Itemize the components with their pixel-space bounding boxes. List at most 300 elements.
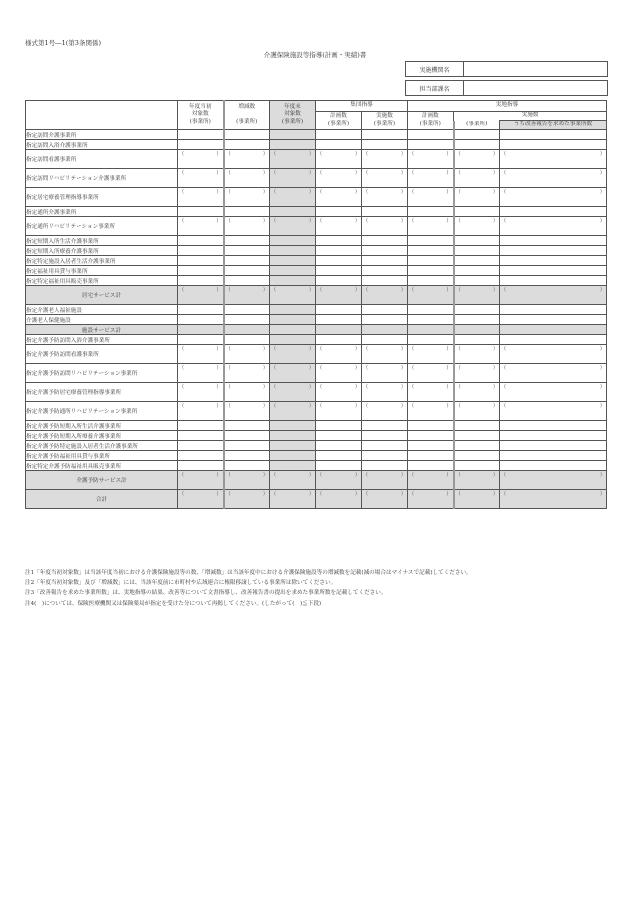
parenthesis-field — [408, 188, 453, 206]
cell-end-count[interactable] — [270, 471, 316, 490]
cell-group-done[interactable] — [362, 431, 408, 441]
cell-onsite-plan[interactable] — [408, 315, 454, 325]
cell-onsite-done[interactable] — [454, 130, 500, 140]
cell-start-count[interactable] — [178, 286, 224, 305]
cell-onsite-done[interactable] — [454, 236, 500, 246]
cell-group-done[interactable] — [362, 490, 408, 509]
cell-onsite-plan[interactable] — [408, 325, 454, 335]
cell-onsite-done[interactable] — [454, 217, 500, 236]
cell-change-count[interactable] — [224, 315, 270, 325]
cell-end-count[interactable] — [270, 421, 316, 431]
cell-onsite-improve[interactable] — [500, 431, 607, 441]
cell-group-done[interactable] — [362, 441, 408, 451]
cell-end-count[interactable] — [270, 402, 316, 421]
cell-onsite-improve[interactable] — [500, 383, 607, 402]
close-paren: ) — [262, 170, 265, 176]
cell-onsite-improve[interactable] — [500, 335, 607, 345]
cell-onsite-improve[interactable] — [500, 305, 607, 315]
cell-group-done[interactable] — [362, 305, 408, 315]
open-paren: ( — [458, 151, 461, 157]
cell-group-done[interactable] — [362, 188, 408, 207]
cell-onsite-plan[interactable] — [408, 256, 454, 266]
close-paren: ) — [400, 170, 403, 176]
cell-onsite-plan[interactable] — [408, 421, 454, 431]
close-paren: ) — [400, 346, 403, 352]
cell-onsite-improve[interactable] — [500, 315, 607, 325]
cell-group-done[interactable] — [362, 315, 408, 325]
cell-change-count[interactable] — [224, 451, 270, 461]
cell-group-plan[interactable] — [316, 266, 362, 276]
cell-onsite-done[interactable] — [454, 169, 500, 188]
open-paren: ( — [412, 189, 415, 195]
cell-end-count[interactable] — [270, 169, 316, 188]
cell-start-count[interactable] — [178, 325, 224, 335]
row-label: 指定訪問介護事業所 — [26, 130, 178, 140]
cell-onsite-improve[interactable] — [500, 345, 607, 364]
close-paren: ) — [492, 218, 495, 224]
cell-end-count[interactable] — [270, 345, 316, 364]
cell-onsite-done[interactable] — [454, 188, 500, 207]
cell-onsite-done[interactable] — [454, 345, 500, 364]
cell-group-done[interactable] — [362, 451, 408, 461]
cell-start-count[interactable] — [178, 461, 224, 471]
open-paren: ( — [274, 151, 277, 157]
cell-end-count[interactable] — [270, 217, 316, 236]
parenthesis-field — [455, 345, 500, 363]
cell-onsite-improve[interactable] — [500, 130, 607, 140]
cell-group-done[interactable] — [362, 421, 408, 431]
close-paren: ) — [400, 472, 403, 478]
parenthesis-field — [316, 402, 361, 420]
cell-onsite-improve[interactable] — [500, 441, 607, 451]
cell-change-count[interactable] — [224, 431, 270, 441]
cell-onsite-improve[interactable] — [500, 490, 607, 509]
open-paren: ( — [320, 384, 323, 390]
parenthesis-field — [500, 383, 606, 401]
cell-change-count[interactable] — [224, 236, 270, 246]
row-label: 介護老人保健施設 — [26, 315, 178, 325]
cell-start-count[interactable] — [178, 471, 224, 490]
cell-start-count[interactable] — [178, 169, 224, 188]
cell-start-count[interactable] — [178, 150, 224, 169]
header-onsite-done-unit: (事業所) — [454, 121, 500, 130]
close-paren: ) — [446, 403, 449, 409]
cell-onsite-done[interactable] — [454, 364, 500, 383]
cell-onsite-improve[interactable] — [500, 461, 607, 471]
cell-onsite-improve[interactable] — [500, 364, 607, 383]
cell-onsite-done[interactable] — [454, 490, 500, 509]
row-label: 指定福祉用具貸与事業所 — [26, 266, 178, 276]
cell-end-count[interactable] — [270, 490, 316, 509]
cell-group-done[interactable] — [362, 150, 408, 169]
cell-group-plan[interactable] — [316, 276, 362, 286]
row-label: 指定訪問入浴介護事業所 — [26, 140, 178, 150]
open-paren: ( — [412, 472, 415, 478]
cell-change-count[interactable] — [224, 305, 270, 315]
cell-onsite-plan[interactable] — [408, 441, 454, 451]
cell-onsite-done[interactable] — [454, 402, 500, 421]
cell-onsite-done[interactable] — [454, 335, 500, 345]
cell-group-plan[interactable] — [316, 490, 362, 509]
cell-onsite-plan[interactable] — [408, 431, 454, 441]
cell-change-count[interactable] — [224, 217, 270, 236]
cell-onsite-done[interactable] — [454, 441, 500, 451]
cell-group-done[interactable] — [362, 217, 408, 236]
cell-end-count[interactable] — [270, 441, 316, 451]
close-paren: ) — [308, 384, 311, 390]
open-paren: ( — [504, 491, 507, 497]
cell-onsite-done[interactable] — [454, 431, 500, 441]
open-paren: ( — [366, 189, 369, 195]
parenthesis-field — [270, 490, 315, 508]
cell-change-count[interactable] — [224, 471, 270, 490]
row-label: 指定訪問看護事業所 — [26, 150, 178, 169]
row-label: 指定介護予防訪問看護事業所 — [26, 345, 178, 364]
cell-start-count[interactable] — [178, 315, 224, 325]
open-paren: ( — [504, 403, 507, 409]
cell-end-count[interactable] — [270, 383, 316, 402]
parenthesis-field — [178, 383, 223, 401]
cell-group-plan[interactable] — [316, 188, 362, 207]
cell-group-plan[interactable] — [316, 217, 362, 236]
cell-group-plan[interactable] — [316, 364, 362, 383]
cell-change-count[interactable] — [224, 402, 270, 421]
close-paren: ) — [216, 365, 219, 371]
row-label: 指定通所介護事業所 — [26, 207, 178, 217]
cell-onsite-done[interactable] — [454, 207, 500, 217]
cell-onsite-plan[interactable] — [408, 266, 454, 276]
row-label: 指定介護予防福祉用具貸与事業所 — [26, 451, 178, 461]
close-paren: ) — [492, 403, 495, 409]
cell-group-plan[interactable] — [316, 169, 362, 188]
cell-onsite-plan[interactable] — [408, 236, 454, 246]
parenthesis-field — [270, 471, 315, 489]
cell-onsite-done[interactable] — [454, 461, 500, 471]
cell-onsite-done[interactable] — [454, 150, 500, 169]
cell-group-done[interactable] — [362, 325, 408, 335]
cell-change-count[interactable] — [224, 461, 270, 471]
cell-change-count[interactable] — [224, 266, 270, 276]
cell-end-count[interactable] — [270, 188, 316, 207]
cell-onsite-plan[interactable] — [408, 217, 454, 236]
cell-group-done[interactable] — [362, 266, 408, 276]
parenthesis-field — [178, 490, 223, 508]
cell-group-plan[interactable] — [316, 335, 362, 345]
agency-name-label: 実施機関名 — [406, 62, 464, 76]
cell-end-count[interactable] — [270, 140, 316, 150]
cell-group-done[interactable] — [362, 236, 408, 246]
parenthesis-field — [455, 169, 500, 187]
cell-onsite-done[interactable] — [454, 325, 500, 335]
cell-onsite-improve[interactable] — [500, 217, 607, 236]
cell-group-plan[interactable] — [316, 431, 362, 441]
cell-onsite-plan[interactable] — [408, 169, 454, 188]
cell-start-count[interactable] — [178, 441, 224, 451]
cell-onsite-plan[interactable] — [408, 402, 454, 421]
close-paren: ) — [599, 151, 602, 157]
cell-onsite-plan[interactable] — [408, 276, 454, 286]
open-paren: ( — [412, 287, 415, 293]
open-paren: ( — [228, 287, 231, 293]
cell-group-plan[interactable] — [316, 150, 362, 169]
cell-onsite-plan[interactable] — [408, 364, 454, 383]
cell-onsite-improve[interactable] — [500, 256, 607, 266]
table-row — [26, 383, 607, 402]
cell-onsite-done[interactable] — [454, 383, 500, 402]
cell-end-count[interactable] — [270, 130, 316, 140]
close-paren: ) — [262, 287, 265, 293]
cell-start-count[interactable] — [178, 266, 224, 276]
cell-group-plan[interactable] — [316, 402, 362, 421]
department-name-field[interactable] — [464, 81, 607, 95]
open-paren: ( — [320, 472, 323, 478]
open-paren: ( — [504, 218, 507, 224]
cell-change-count[interactable] — [224, 325, 270, 335]
cell-group-done[interactable] — [362, 169, 408, 188]
cell-change-count[interactable] — [224, 383, 270, 402]
cell-end-count[interactable] — [270, 325, 316, 335]
close-paren: ) — [492, 170, 495, 176]
cell-group-done[interactable] — [362, 364, 408, 383]
cell-onsite-plan[interactable] — [408, 305, 454, 315]
cell-group-plan[interactable] — [316, 256, 362, 266]
cell-start-count[interactable] — [178, 256, 224, 266]
table-row — [26, 441, 607, 451]
close-paren: ) — [354, 365, 357, 371]
cell-end-count[interactable] — [270, 431, 316, 441]
cell-start-count[interactable] — [178, 402, 224, 421]
cell-onsite-improve[interactable] — [500, 421, 607, 431]
cell-group-done[interactable] — [362, 276, 408, 286]
cell-start-count[interactable] — [178, 217, 224, 236]
cell-onsite-plan[interactable] — [408, 383, 454, 402]
cell-end-count[interactable] — [270, 305, 316, 315]
cell-onsite-plan[interactable] — [408, 207, 454, 217]
cell-onsite-improve[interactable] — [500, 169, 607, 188]
cell-onsite-plan[interactable] — [408, 286, 454, 305]
cell-onsite-plan[interactable] — [408, 130, 454, 140]
parenthesis-field — [362, 471, 407, 489]
cell-end-count[interactable] — [270, 286, 316, 305]
close-paren: ) — [354, 170, 357, 176]
cell-group-done[interactable] — [362, 140, 408, 150]
cell-group-done[interactable] — [362, 402, 408, 421]
cell-group-plan[interactable] — [316, 207, 362, 217]
table-row — [26, 169, 607, 188]
cell-onsite-done[interactable] — [454, 140, 500, 150]
cell-onsite-improve[interactable] — [500, 140, 607, 150]
cell-group-done[interactable] — [362, 256, 408, 266]
open-paren: ( — [228, 218, 231, 224]
cell-onsite-done[interactable] — [454, 286, 500, 305]
cell-group-plan[interactable] — [316, 315, 362, 325]
cell-start-count[interactable] — [178, 364, 224, 383]
cell-onsite-plan[interactable] — [408, 461, 454, 471]
cell-group-done[interactable] — [362, 383, 408, 402]
cell-change-count[interactable] — [224, 421, 270, 431]
cell-change-count[interactable] — [224, 130, 270, 140]
cell-change-count[interactable] — [224, 169, 270, 188]
close-paren: ) — [492, 491, 495, 497]
cell-onsite-improve[interactable] — [500, 246, 607, 256]
cell-onsite-done[interactable] — [454, 256, 500, 266]
cell-change-count[interactable] — [224, 490, 270, 509]
cell-start-count[interactable] — [178, 130, 224, 140]
cell-group-plan[interactable] — [316, 140, 362, 150]
cell-onsite-done[interactable] — [454, 451, 500, 461]
cell-group-plan[interactable] — [316, 451, 362, 461]
cell-group-done[interactable] — [362, 130, 408, 140]
close-paren: ) — [262, 491, 265, 497]
parenthesis-field — [362, 286, 407, 304]
cell-change-count[interactable] — [224, 335, 270, 345]
cell-onsite-improve[interactable] — [500, 471, 607, 490]
cell-end-count[interactable] — [270, 150, 316, 169]
cell-change-count[interactable] — [224, 207, 270, 217]
cell-group-plan[interactable] — [316, 130, 362, 140]
agency-name-box — [405, 61, 608, 77]
cell-onsite-improve[interactable] — [500, 188, 607, 207]
close-paren: ) — [308, 365, 311, 371]
cell-end-count[interactable] — [270, 364, 316, 383]
cell-onsite-plan[interactable] — [408, 471, 454, 490]
cell-onsite-plan[interactable] — [408, 490, 454, 509]
header-group-guidance: 集団指導 — [316, 101, 408, 112]
parenthesis-field — [362, 402, 407, 420]
cell-end-count[interactable] — [270, 256, 316, 266]
cell-onsite-plan[interactable] — [408, 150, 454, 169]
cell-onsite-improve[interactable] — [500, 236, 607, 246]
parenthesis-field — [455, 402, 500, 420]
cell-onsite-plan[interactable] — [408, 451, 454, 461]
cell-end-count[interactable] — [270, 461, 316, 471]
cell-change-count[interactable] — [224, 150, 270, 169]
cell-group-plan[interactable] — [316, 345, 362, 364]
cell-end-count[interactable] — [270, 335, 316, 345]
cell-end-count[interactable] — [270, 236, 316, 246]
cell-start-count[interactable] — [178, 335, 224, 345]
cell-change-count[interactable] — [224, 364, 270, 383]
cell-onsite-improve[interactable] — [500, 286, 607, 305]
cell-group-plan[interactable] — [316, 325, 362, 335]
open-paren: ( — [320, 346, 323, 352]
cell-group-done[interactable] — [362, 207, 408, 217]
cell-start-count[interactable] — [178, 246, 224, 256]
agency-name-field[interactable] — [464, 62, 607, 76]
cell-change-count[interactable] — [224, 441, 270, 451]
cell-start-count[interactable] — [178, 276, 224, 286]
cell-onsite-plan[interactable] — [408, 246, 454, 256]
cell-start-count[interactable] — [178, 421, 224, 431]
cell-group-done[interactable] — [362, 345, 408, 364]
close-paren: ) — [446, 346, 449, 352]
cell-group-plan[interactable] — [316, 246, 362, 256]
cell-group-plan[interactable] — [316, 421, 362, 431]
cell-onsite-done[interactable] — [454, 276, 500, 286]
cell-group-done[interactable] — [362, 286, 408, 305]
open-paren: ( — [274, 403, 277, 409]
parenthesis-field — [500, 286, 606, 304]
cell-onsite-improve[interactable] — [500, 150, 607, 169]
close-paren: ) — [354, 218, 357, 224]
cell-group-plan[interactable] — [316, 471, 362, 490]
cell-onsite-done[interactable] — [454, 246, 500, 256]
cell-onsite-done[interactable] — [454, 315, 500, 325]
cell-start-count[interactable] — [178, 207, 224, 217]
cell-onsite-done[interactable] — [454, 421, 500, 431]
close-paren: ) — [492, 287, 495, 293]
cell-group-done[interactable] — [362, 471, 408, 490]
open-paren: ( — [274, 491, 277, 497]
cell-change-count[interactable] — [224, 188, 270, 207]
cell-change-count[interactable] — [224, 345, 270, 364]
note-2: 注2「年度当初対象数」及び「増減数」には、当該年度前に市町村や広域連合に権限移譲している事業所は除いてください。 — [25, 580, 337, 587]
cell-onsite-improve[interactable] — [500, 207, 607, 217]
cell-start-count[interactable] — [178, 451, 224, 461]
cell-start-count[interactable] — [178, 305, 224, 315]
cell-onsite-done[interactable] — [454, 266, 500, 276]
cell-onsite-plan[interactable] — [408, 335, 454, 345]
cell-change-count[interactable] — [224, 276, 270, 286]
cell-onsite-plan[interactable] — [408, 345, 454, 364]
cell-end-count[interactable] — [270, 246, 316, 256]
parenthesis-field — [316, 286, 361, 304]
cell-start-count[interactable] — [178, 431, 224, 441]
cell-group-done[interactable] — [362, 246, 408, 256]
close-paren: ) — [308, 151, 311, 157]
cell-onsite-done[interactable] — [454, 471, 500, 490]
cell-group-plan[interactable] — [316, 236, 362, 246]
cell-group-done[interactable] — [362, 335, 408, 345]
cell-onsite-improve[interactable] — [500, 276, 607, 286]
cell-group-plan[interactable] — [316, 383, 362, 402]
cell-start-count[interactable] — [178, 383, 224, 402]
cell-change-count[interactable] — [224, 256, 270, 266]
cell-end-count[interactable] — [270, 315, 316, 325]
cell-group-done[interactable] — [362, 461, 408, 471]
cell-group-plan[interactable] — [316, 286, 362, 305]
parenthesis-field — [408, 286, 453, 304]
cell-end-count[interactable] — [270, 276, 316, 286]
cell-end-count[interactable] — [270, 266, 316, 276]
cell-onsite-plan[interactable] — [408, 188, 454, 207]
cell-start-count[interactable] — [178, 345, 224, 364]
parenthesis-field — [408, 217, 453, 235]
cell-start-count[interactable] — [178, 490, 224, 509]
cell-change-count[interactable] — [224, 246, 270, 256]
cell-onsite-plan[interactable] — [408, 140, 454, 150]
close-paren: ) — [446, 218, 449, 224]
cell-group-plan[interactable] — [316, 441, 362, 451]
cell-onsite-improve[interactable] — [500, 451, 607, 461]
cell-onsite-improve[interactable] — [500, 266, 607, 276]
cell-onsite-improve[interactable] — [500, 402, 607, 421]
cell-onsite-done[interactable] — [454, 305, 500, 315]
close-paren: ) — [354, 384, 357, 390]
cell-onsite-improve[interactable] — [500, 325, 607, 335]
cell-start-count[interactable] — [178, 140, 224, 150]
cell-start-count[interactable] — [178, 236, 224, 246]
cell-group-plan[interactable] — [316, 305, 362, 315]
cell-end-count[interactable] — [270, 451, 316, 461]
close-paren: ) — [446, 491, 449, 497]
cell-change-count[interactable] — [224, 286, 270, 305]
cell-change-count[interactable] — [224, 140, 270, 150]
cell-group-plan[interactable] — [316, 461, 362, 471]
open-paren: ( — [366, 472, 369, 478]
cell-end-count[interactable] — [270, 207, 316, 217]
cell-start-count[interactable] — [178, 188, 224, 207]
